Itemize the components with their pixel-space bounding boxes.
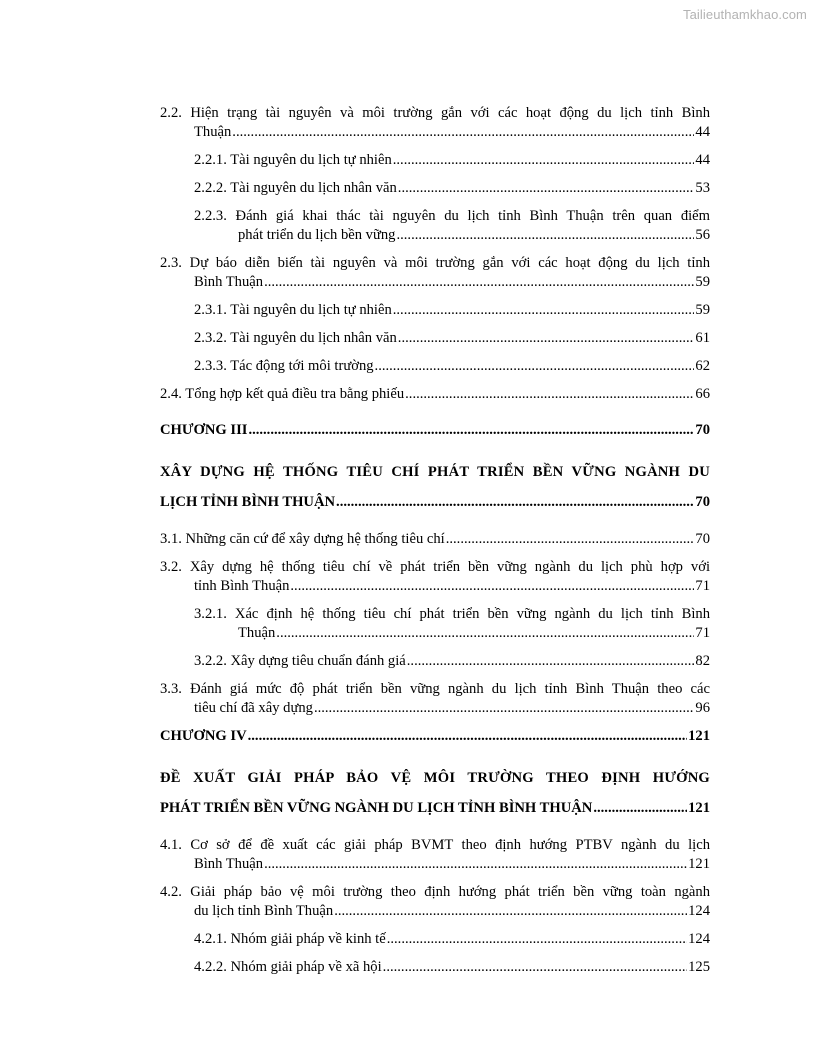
leader-dots — [383, 958, 687, 977]
toc-entry-title: 2.3. Dự báo diễn biến tài nguyên và môi trường gắn với các hoạt động du lịch tỉnh — [160, 255, 710, 271]
leader-dots — [593, 793, 687, 823]
leader-dots — [248, 421, 694, 440]
toc-entry-3-3[interactable] — [160, 680, 710, 718]
toc-page-number: 44 — [695, 124, 710, 140]
leader-dots — [264, 855, 687, 874]
leader-dots — [248, 727, 687, 746]
leader-dots — [446, 530, 695, 549]
toc-chapter-3-heading[interactable] — [160, 457, 710, 517]
toc-entry-title: CHƯƠNG III — [160, 422, 248, 438]
toc-entry-title-cont: PHÁT TRIỂN BỀN VỮNG NGÀNH DU LỊCH TỈNH BÌNH THUẬN — [160, 800, 593, 816]
toc-entry-title: XÂY DỰNG HỆ THỐNG TIÊU CHÍ PHÁT TRIỂN BỀN VỮNG NGÀNH DU — [160, 464, 710, 480]
toc-page-number: 70 — [695, 531, 710, 547]
toc-entry-2-2-1[interactable] — [160, 151, 710, 170]
toc-entry-title-cont: Thuận — [238, 625, 276, 641]
toc-entry-title: ĐỀ XUẤT GIẢI PHÁP BẢO VỆ MÔI TRƯỜNG THEO ĐỊNH HƯỚNG — [160, 770, 710, 786]
leader-dots — [393, 301, 695, 320]
watermark: Tailieuthamkhao.com — [682, 7, 807, 22]
toc-entry-title: 2.3.3. Tác động tới môi trường — [194, 358, 374, 374]
toc-entry-title: 2.2.1. Tài nguyên du lịch tự nhiên — [194, 152, 392, 168]
toc-page-number: 61 — [695, 330, 710, 346]
toc-page-number: 71 — [695, 625, 710, 641]
toc-entry-title-cont: tiêu chí đã xây dựng — [194, 700, 313, 716]
toc-entry-title: 3.1. Những căn cứ để xây dựng hệ thống tiêu chí — [160, 531, 445, 547]
toc-entry-title: 2.2.2. Tài nguyên du lịch nhân văn — [194, 180, 397, 196]
toc-page-number: 121 — [688, 800, 710, 816]
toc-entry-title: 2.2. Hiện trạng tài nguyên và môi trường gắn với các hoạt động du lịch tỉnh Bình — [160, 105, 710, 121]
toc-entry-3-2-1[interactable] — [160, 605, 710, 643]
toc-entry-title-cont: Bình Thuận — [194, 856, 264, 872]
toc-entry-title-cont: phát triển du lịch bền vững — [238, 227, 396, 243]
toc-entry-4-1[interactable] — [160, 836, 710, 874]
toc-entry-2-2-2[interactable] — [160, 179, 710, 198]
toc-entry-title: CHƯƠNG IV — [160, 728, 247, 744]
toc-entry-2-2-3[interactable] — [160, 207, 710, 245]
toc-entry-title-cont: tỉnh Bình Thuận — [194, 578, 290, 594]
toc-entry-title: 2.2.3. Đánh giá khai thác tài nguyên du lịch tỉnh Bình Thuận trên quan điểm — [194, 208, 710, 224]
leader-dots — [232, 123, 694, 142]
toc-entry-title: 2.4. Tổng hợp kết quả điều tra bằng phiếu — [160, 386, 405, 402]
toc-chapter-4[interactable] — [160, 727, 710, 746]
toc-entry-title: 4.2. Giải pháp bảo vệ môi trường theo định hướng phát triển bền vững toàn ngành — [160, 884, 710, 900]
leader-dots — [387, 930, 687, 949]
leader-dots — [393, 151, 695, 170]
toc-entry-title-cont: Thuận — [194, 124, 232, 140]
toc-entry-4-2-1[interactable] — [160, 930, 710, 949]
toc-entry-title: 4.1. Cơ sở để đề xuất các giải pháp BVMT theo định hướng PTBV ngành du lịch — [160, 837, 710, 853]
toc-page-number: 125 — [688, 959, 710, 975]
toc-page-number: 44 — [695, 152, 710, 168]
toc-page-number: 121 — [688, 728, 710, 744]
toc-page-number: 59 — [695, 274, 710, 290]
toc-entry-2-3[interactable] — [160, 254, 710, 292]
leader-dots — [264, 273, 694, 292]
toc-page-number: 124 — [688, 931, 710, 947]
toc-page-number: 56 — [695, 227, 710, 243]
toc-entry-3-1[interactable] — [160, 530, 710, 549]
leader-dots — [375, 357, 695, 376]
toc-entry-title-cont: du lịch tỉnh Bình Thuận — [194, 903, 334, 919]
table-of-contents — [160, 104, 710, 977]
leader-dots — [314, 699, 694, 718]
toc-page-number: 82 — [695, 653, 710, 669]
toc-page-number: 66 — [695, 386, 710, 402]
toc-entry-title: 3.3. Đánh giá mức độ phát triển bền vững ngành du lịch tỉnh Bình Thuận theo các — [160, 681, 710, 697]
leader-dots — [336, 487, 694, 517]
toc-entry-title: 4.2.1. Nhóm giải pháp về kinh tế — [194, 931, 386, 947]
toc-entry-title: 3.2. Xây dựng hệ thống tiêu chí về phát triển bền vững ngành du lịch phù hợp với — [160, 559, 710, 575]
toc-page-number: 96 — [695, 700, 710, 716]
toc-chapter-4-heading[interactable] — [160, 763, 710, 823]
toc-entry-2-3-3[interactable] — [160, 357, 710, 376]
toc-entry-2-2[interactable] — [160, 104, 710, 142]
toc-entry-3-2-2[interactable] — [160, 652, 710, 671]
leader-dots — [407, 652, 695, 671]
toc-page-number: 124 — [688, 903, 710, 919]
leader-dots — [398, 329, 695, 348]
toc-entry-title-cont: LỊCH TỈNH BÌNH THUẬN — [160, 494, 336, 510]
toc-entry-2-3-1[interactable] — [160, 301, 710, 320]
toc-entry-title: 2.3.2. Tài nguyên du lịch nhân văn — [194, 330, 397, 346]
toc-page-number: 70 — [695, 494, 710, 510]
toc-entry-4-2[interactable] — [160, 883, 710, 921]
leader-dots — [276, 624, 694, 643]
toc-entry-3-2[interactable] — [160, 558, 710, 596]
leader-dots — [290, 577, 694, 596]
toc-entry-2-3-2[interactable] — [160, 329, 710, 348]
toc-entry-title: 2.3.1. Tài nguyên du lịch tự nhiên — [194, 302, 392, 318]
leader-dots — [405, 385, 694, 404]
toc-page-number: 53 — [695, 180, 710, 196]
toc-entry-4-2-2[interactable] — [160, 958, 710, 977]
leader-dots — [396, 226, 694, 245]
toc-page-number: 62 — [695, 358, 710, 374]
toc-page-number: 121 — [688, 856, 710, 872]
toc-entry-2-4[interactable] — [160, 385, 710, 404]
toc-page-number: 71 — [695, 578, 710, 594]
toc-page-number: 59 — [695, 302, 710, 318]
leader-dots — [334, 902, 687, 921]
toc-entry-title: 4.2.2. Nhóm giải pháp về xã hội — [194, 959, 382, 975]
toc-entry-title: 3.2.1. Xác định hệ thống tiêu chí phát triển bền vững ngành du lịch tỉnh Bình — [194, 606, 710, 622]
toc-entry-title-cont: Bình Thuận — [194, 274, 264, 290]
toc-chapter-3[interactable] — [160, 421, 710, 440]
leader-dots — [398, 179, 695, 198]
toc-entry-title: 3.2.2. Xây dựng tiêu chuẩn đánh giá — [194, 653, 406, 669]
toc-page-number: 70 — [695, 422, 710, 438]
